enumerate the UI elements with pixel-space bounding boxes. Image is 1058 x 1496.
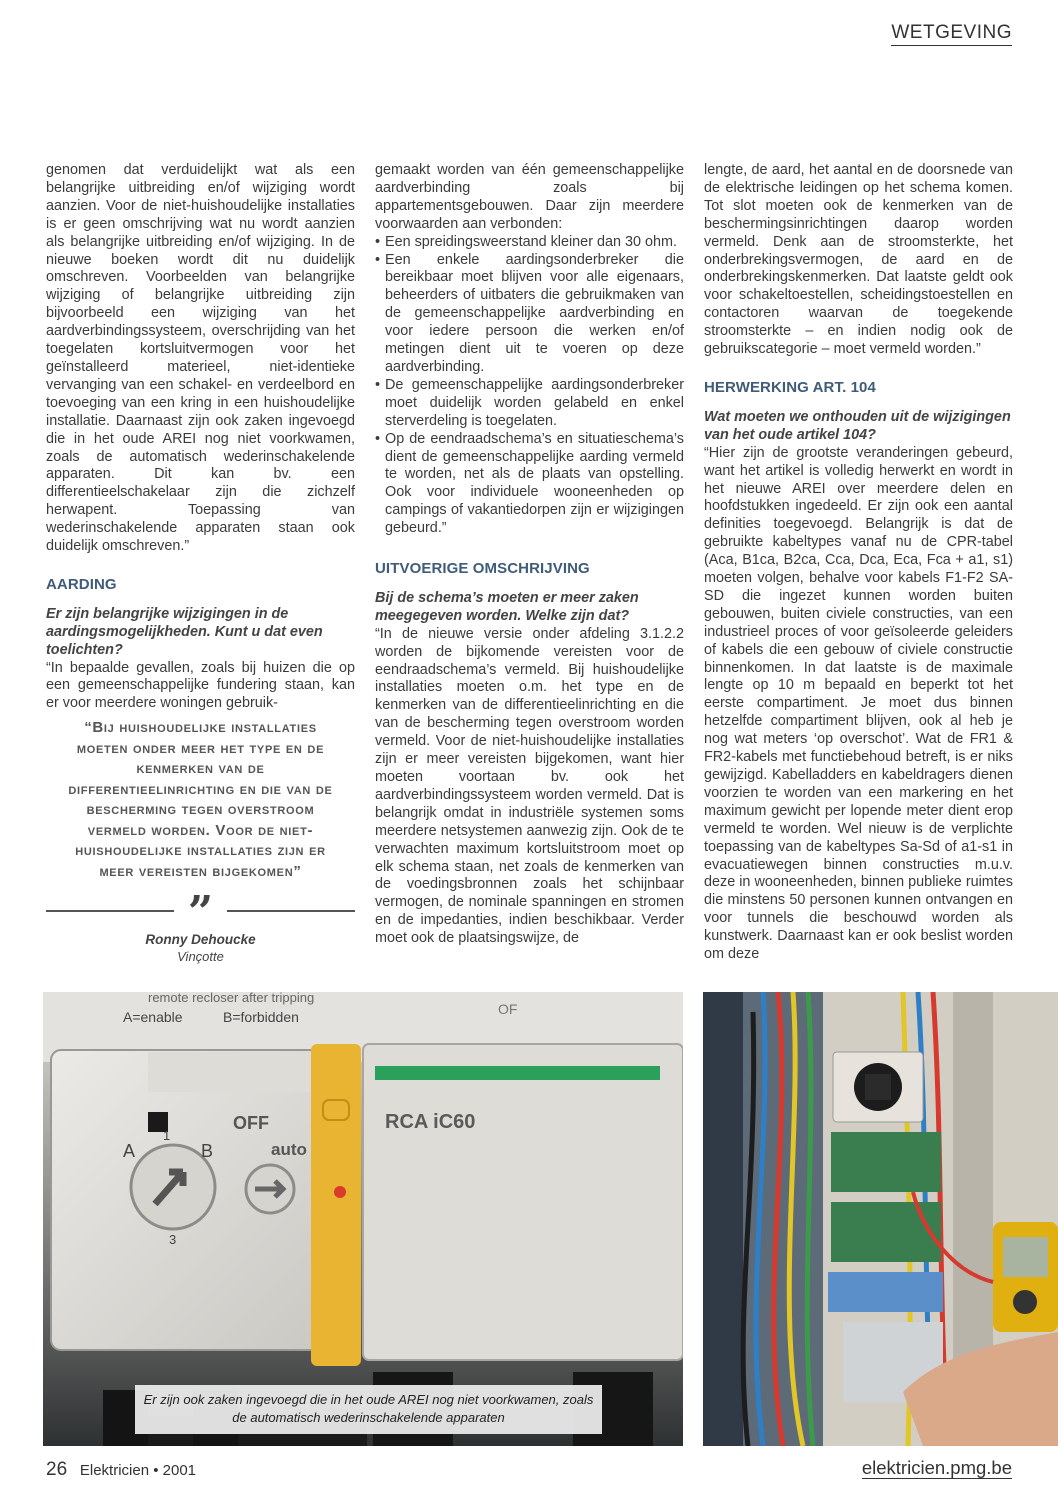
svg-text:RCA iC60: RCA iC60	[385, 1111, 476, 1133]
electrician-photo	[703, 992, 1058, 1446]
divider	[46, 910, 174, 912]
section-label: WETGEVING	[891, 22, 1012, 46]
quote-mark-icon: ”	[187, 887, 214, 938]
divider	[227, 910, 355, 912]
svg-text:remote recloser after tripping: remote recloser after tripping	[148, 992, 315, 1005]
body-paragraph: gemaakt worden van één gemeenschappelijke aardverbinding zoals bij appartementsgebouwen. Daar zijn meerdere voorwaarden aan verbonden:	[375, 162, 684, 232]
body-paragraph: “In bepaalde gevallen, zoals bij huizen die op een gemeenschappelijke fundering staan, kan er voor meerdere woningen gebruik-	[46, 659, 355, 712]
svg-text:B: B	[201, 1141, 214, 1161]
interview-question: Bij de schema’s moeten er meer zaken meegegeven worden. Welke zijn dat?	[375, 589, 639, 624]
quote-author: Ronny Dehoucke	[145, 932, 256, 947]
page-number: 26	[46, 1459, 68, 1480]
article-column-3	[704, 162, 1013, 964]
svg-text:3: 3	[169, 1232, 177, 1247]
website-link[interactable]: elektricien.pmg.be	[861, 1457, 1012, 1478]
list-item: • Een spreidingsweerstand kleiner dan 30 ohm.	[375, 234, 684, 252]
list-item: • Een enkele aardingsonderbreker die bereikbaar moet blijven voor alle eigenaars, beheerders of uitbaters die gebruikmaken van de gemeenschappelijke aardverbinding en voor iedere persoon die werken en/of metingen dient uit te voeren op deze aardverbinding.	[375, 252, 684, 377]
body-paragraph: genomen dat verduidelijkt wat als een belangrijke uitbreiding en/of wijziging wordt aanzien. Voor de niet-huishoudelijke installaties is er geen omschrijving wat nu wordt aanzien als belangrijke uitbreiding en/of wijziging. In de nieuwe boeken wordt dit nu duidelijk omschreven. Voorbeelden van belangrijke wijziging of belangrijke uitbreiding zijn bijvoorbeeld een wijziging van het aardverbindingssysteem, overschrijding van het toegelaten kortsluitvermogen voor het geïnstalleerd materieel, niet-identieke vervanging van een schakel- en verdeelbord en toevoeging van een kring in een huishoudelijke installatie. Daarnaast zijn ook zaken ingevoegd die in het oude AREI nog niet voorkwamen, zoals de automatisch wederinschakelende apparaten. Dit kan bv. een differentieelschakelaar zijn die zichzelf herwapent. Toepassing van wederinschakelende apparaten staan ook duidelijk omschreven.”	[46, 162, 355, 555]
photo-caption: Er zijn ook zaken ingevoegd die in het oude AREI nog niet voorkwamen, zoals de automatisch wederinschakelende apparaten	[135, 1385, 602, 1434]
list-item: • Op de eendraadschema’s en situatieschema’s dient de gemeenschappelijke aarding vermeld te worden, net als de plaats van opstelling. Ook voor individuele wooneenheden op campings of vakantiedorpen zijn er wijzigingen gebeurd.”	[375, 431, 684, 538]
section-heading-omschrijving: UITVOERIGE OMSCHRIJVING	[375, 560, 590, 578]
body-paragraph: “Hier zijn de grootste veranderingen gebeurd, want het artikel is volledig herwerkt en wordt in het nieuwe AREI over meerdere delen en hoofdstukken ingedeeld. Er zijn ook een aantal definities toegevoegd. Belangrijk is dat de gebruikte kabeltypes vanaf nu de CPR-tabel (Aca, B1ca, B2ca, Cca, Dca, Eca, Fca + a1, s1) moeten volgen, behalve voor kabels F1-F2 SA-SD die ingezet kunnen worden buiten gebouwen, buiten civiele constructies, van een industrieel proces of voor geïsoleerde geleiders of kabels die een gebouw of civiele constructie binnenkomen. In dat laatste is de maximale lengte op 10 m bepaald en beperkt tot het eerste compartiment. Je moet dus binnen hetzelfde compartiment blijven, ook al heb je nog wat meters ‘op overschot’. Wat de FR1 & FR2-kabels met functiebehoud betreft, is er niks gewijzigd. Kabelladders en kabeldragers dienen voorzien te worden van een markering en het maximum gewicht per lopende meter dient erop vermeld te worden. Wel nieuw is de verplichte toepassing van de kabeltypes Sa-Sd of a1-s1 in evacuatiewegen binnen constructies m.u.v. deze in wooneenheden, binnen publieke ruimtes die minstens 50 personen kunnen ontvangen en voor tunnels die beschouwd worden als kunstwerk. Daarnaast kan er ook beslist worden om deze	[704, 444, 1013, 963]
body-paragraph: “In de nieuwe versie onder afdeling 3.1.2.2 worden de bijkomende vereisten voor de eendraadschema’s vermeld. Bij huishoudelijke installaties moeten o.m. het type en de kenmerken van de differentieelinrichting en die van de bescherming tegen overstroom worden vermeld. Voor de niet-huishoudelijke installaties zijn er meer vereisten bijgekomen, want hier moeten voortaan bv. ook het aardverbindingssysteem worden vermeld. Dat is belangrijk omdat in industriële systemen soms meerdere netsystemen aanwezig zijn. Ook de te verwachten maximum kortsluitstroom moet op elk schema staan, net zoals de kenmerken van de voedingsbronnen zoals het schijnbaar vermogen, de nominale spanningen en stromen en de impedanties, indien beschikbaar. Verder moet ook de plaatsingswijze, de	[375, 625, 684, 947]
quote-company: Vinçotte	[177, 949, 224, 964]
breaker-photo	[43, 992, 683, 1446]
section-heading-art104: HERWERKING ART. 104	[704, 378, 876, 396]
svg-text:OFF: OFF	[233, 1113, 269, 1133]
svg-text:auto: auto	[271, 1140, 307, 1159]
article-column-2	[375, 162, 684, 948]
breaker-illustration	[43, 992, 683, 1446]
section-heading-aarding: AARDING	[46, 575, 117, 593]
svg-text:A: A	[123, 1141, 136, 1161]
interview-question: Er zijn belangrijke wijzigingen in de aardingsmogelijkheden. Kunt u dat even toelichten?	[46, 605, 323, 658]
pull-quote	[46, 718, 355, 964]
svg-text:OF: OF	[498, 1001, 518, 1017]
page-footer	[46, 1459, 196, 1481]
pull-quote-rule	[46, 887, 355, 938]
svg-text:A=enable: A=enable	[123, 1009, 183, 1025]
list-item: • De gemeenschappelijke aardingsonderbreker moet duidelijk worden gelabeld en enkel sterverdeling is toegelaten.	[375, 377, 684, 431]
body-paragraph: lengte, de aard, het aantal en de doorsnede van de elektrische leidingen op het schema komen. Tot slot moeten ook de kenmerken van de beschermingsinrichtingen daarop worden vermeld. Denk aan de stroomsterkte, het onderbrekingsvermogen, de aard en de onderbrekingskenmerken. Dat laatste geldt ook voor schakeltoestellen, scheidingstoestellen en contactoren waarvan de toegekende stroomsterkte – en indien nodig ook de gebruikscategorie – moet vermeld worden.”	[704, 162, 1013, 358]
pull-quote-text: “Bij huishoudelijke installaties moeten onder meer het type en de kenmerken van de differentieelinrichting en die van de bescherming tegen overstroom vermeld worden. Voor de niet-huishoudelijke installaties zijn er meer vereisten bijgekomen”	[68, 719, 333, 880]
magazine-name: Elektricien • 2001	[79, 1462, 197, 1479]
svg-text:1: 1	[163, 1128, 171, 1143]
interview-question: Wat moeten we onthouden uit de wijzigingen van het oude artikel 104?	[704, 408, 1011, 443]
article-column-1	[46, 162, 355, 713]
wiring-illustration	[703, 992, 1058, 1446]
bullet-list	[375, 234, 684, 538]
svg-text:B=forbidden: B=forbidden	[223, 1009, 299, 1025]
